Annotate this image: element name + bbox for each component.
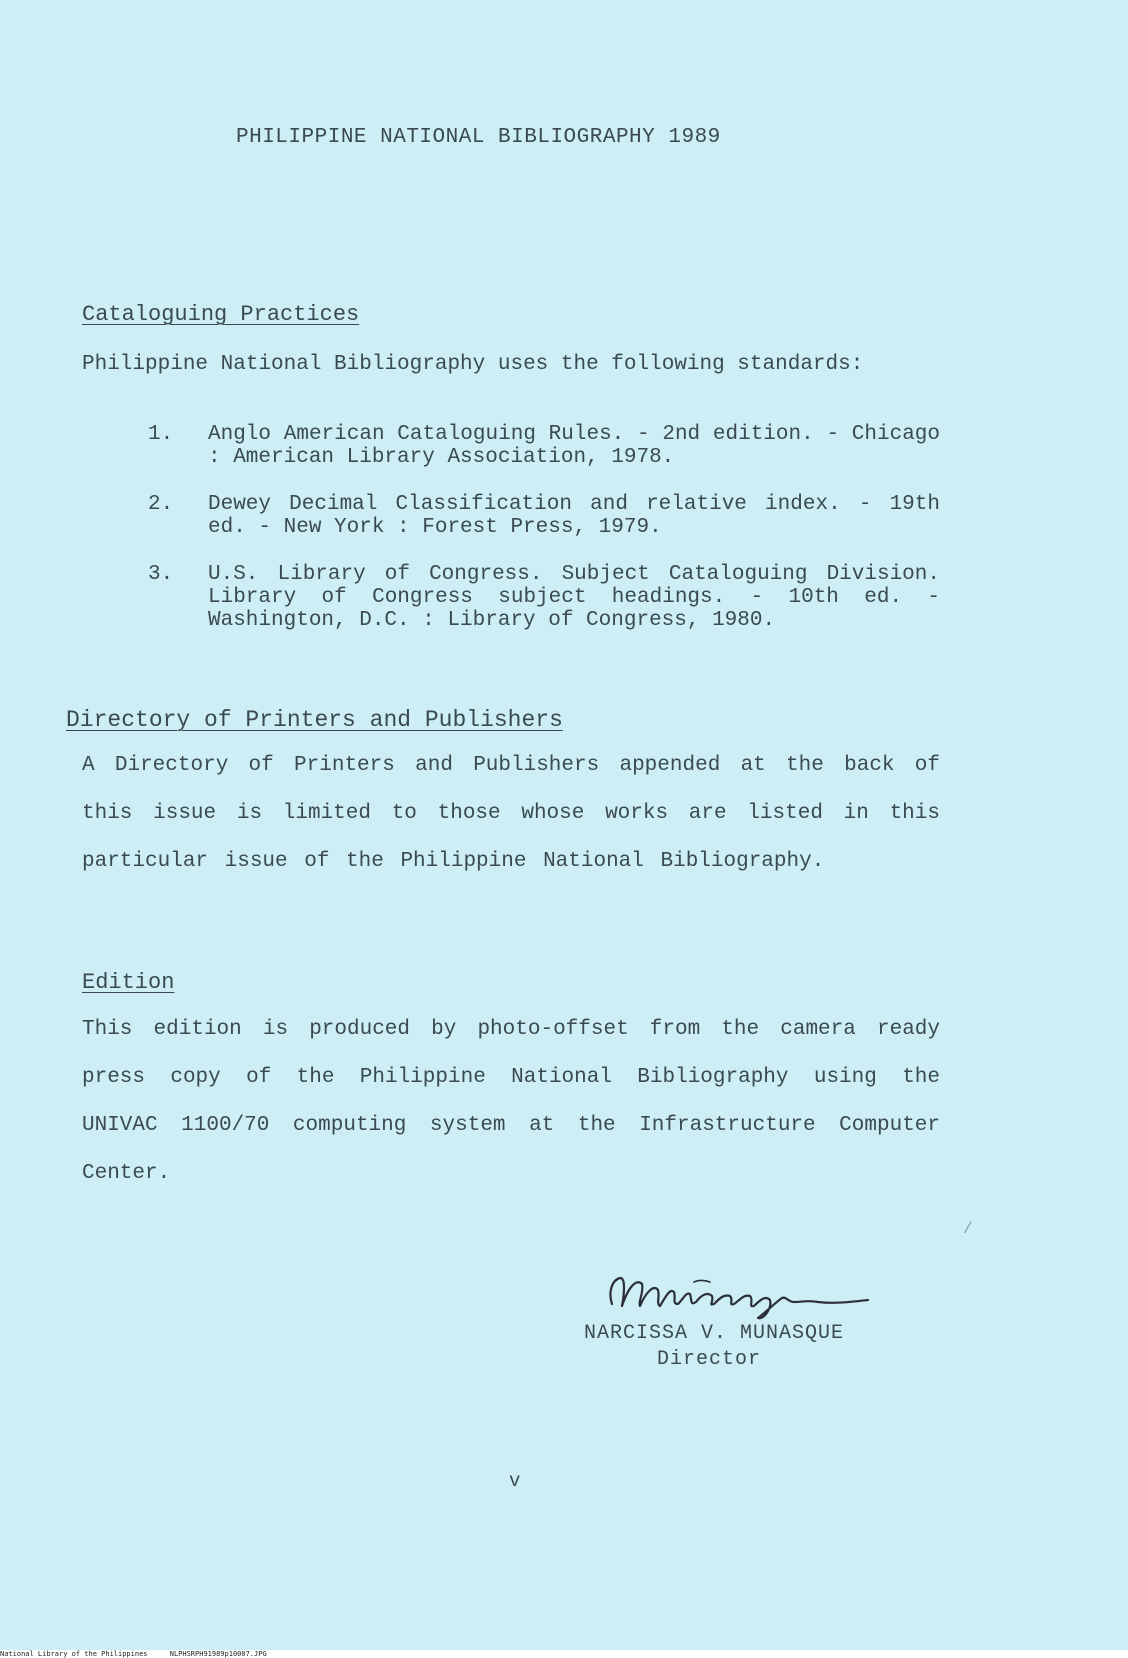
footer-institution: National Library of the Philippines: [0, 1650, 148, 1658]
stray-mark: /: [963, 1220, 973, 1238]
signatory-name: NARCISSA V. MUNASQUE: [584, 1322, 845, 1345]
cataloguing-intro: Philippine National Bibliography uses the following standards:: [82, 353, 864, 376]
section-heading-directory: Directory of Printers and Publishers: [66, 707, 563, 733]
list-item: [148, 423, 940, 469]
list-item: [148, 493, 940, 539]
edition-paragraph: This edition is produced by photo-offset from the camera ready press copy of the Philippine National Bibliography using the UNIVAC 1100/70 computing system at the Infrastructure Computer Center.: [82, 1018, 940, 1185]
list-item-number: 1.: [148, 423, 174, 446]
section-heading-cataloguing: Cataloguing Practices: [82, 302, 360, 327]
scan-footer: [0, 1650, 267, 1658]
footer-filename: NLPHSRPH91989p10007.JPG: [169, 1650, 267, 1658]
list-item-number: 3.: [148, 563, 174, 586]
standards-list: [148, 423, 940, 632]
signatory-title: Director: [657, 1348, 762, 1371]
list-item-text: Anglo American Cataloguing Rules. - 2nd edition. - Chicago : American Library Association, 1978.: [208, 423, 940, 469]
list-item-number: 2.: [148, 493, 174, 516]
handwritten-signature: [598, 1262, 888, 1322]
list-item-text: Dewey Decimal Classification and relative index. - 19th ed. - New York : Forest Press, 1979.: [208, 493, 940, 539]
directory-paragraph: A Directory of Printers and Publishers appended at the back of this issue is limited to those whose works are listed in this particular issue of the Philippine National Bibliography.: [82, 754, 940, 873]
page-title: PHILIPPINE NATIONAL BIBLIOGRAPHY 1989: [236, 126, 721, 149]
list-item-text: U.S. Library of Congress. Subject Cataloguing Division. Library of Congress subject headings. - 10th ed. - Washington, D.C. : Library of Congress, 1980.: [208, 563, 940, 632]
list-item: [148, 563, 940, 632]
section-heading-edition: Edition: [82, 970, 175, 995]
page-number: v: [509, 1470, 521, 1492]
